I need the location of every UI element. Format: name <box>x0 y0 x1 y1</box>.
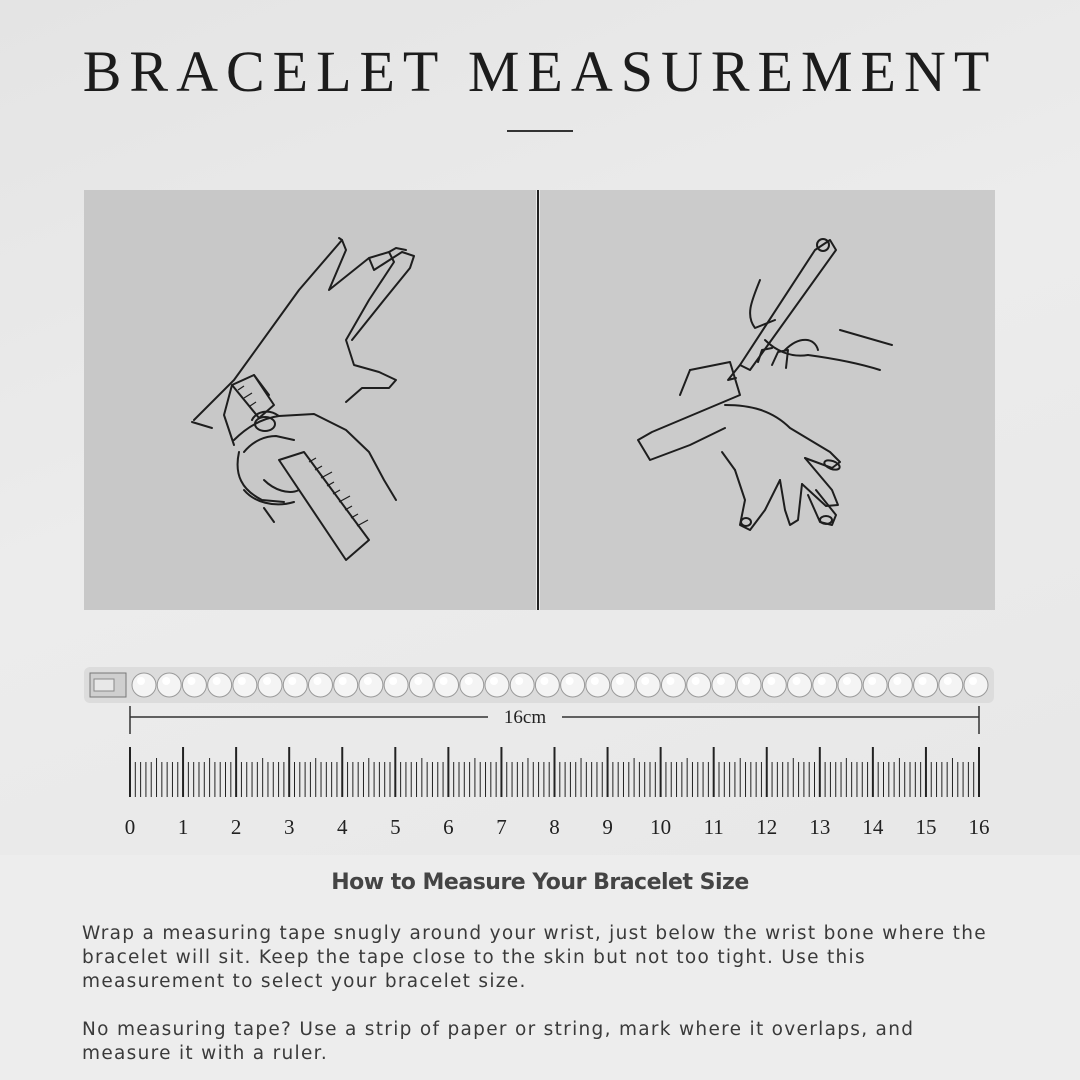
bracelet-stone-highlight <box>288 677 296 685</box>
ruler-label: 1 <box>177 815 189 839</box>
bracelet-stone <box>535 673 559 697</box>
bracelet-stone <box>586 673 610 697</box>
bracelet-stone-highlight <box>793 677 801 685</box>
instructions-paragraph-2: No measuring tape? Use a strip of paper or string, mark where it overlaps, and measure it with a ruler. <box>82 1019 915 1064</box>
bracelet-stone <box>283 673 307 697</box>
bracelet-stone <box>182 673 206 697</box>
bracelet-stone <box>485 673 509 697</box>
bracelet-stone-highlight <box>490 677 498 685</box>
bracelet-stone-highlight <box>137 677 145 685</box>
bracelet-stone-highlight <box>919 677 927 685</box>
ruler-label: 7 <box>496 815 507 839</box>
bracelet-stone <box>838 673 862 697</box>
bracelet-stone <box>435 673 459 697</box>
bracelet-stone-highlight <box>187 677 195 685</box>
bracelet-stone-highlight <box>440 677 448 685</box>
bracelet-stone <box>334 673 358 697</box>
bracelet-stone <box>208 673 232 697</box>
bracelet-stone-highlight <box>641 677 649 685</box>
bracelet-stone-highlight <box>591 677 599 685</box>
ruler-label: 6 <box>443 815 454 839</box>
bracelet-stone-highlight <box>818 677 826 685</box>
page-title: BRACELET MEASUREMENT <box>82 39 998 104</box>
bracelet-stone <box>712 673 736 697</box>
ruler-label: 16 <box>968 815 990 839</box>
bracelet-stone-highlight <box>414 677 422 685</box>
bracelet-stone-highlight <box>868 677 876 685</box>
bracelet-stone-highlight <box>339 677 347 685</box>
ruler-label: 15 <box>915 815 937 839</box>
bracelet-stone <box>233 673 257 697</box>
bracelet-stone <box>359 673 383 697</box>
illustration-paper-strip <box>540 190 995 610</box>
bracelet-stone-highlight <box>389 677 397 685</box>
bracelet-stone <box>636 673 660 697</box>
illustration-measuring-tape <box>84 190 536 610</box>
ruler-label: 13 <box>809 815 831 839</box>
bracelet-stone <box>888 673 912 697</box>
bracelet-stone-highlight <box>566 677 574 685</box>
ruler-label: 11 <box>703 815 724 839</box>
bracelet-stone <box>409 673 433 697</box>
bracelet-stone <box>737 673 761 697</box>
bracelet-stone <box>661 673 685 697</box>
ruler-label: 12 <box>756 815 778 839</box>
bracelet-stone <box>510 673 534 697</box>
bracelet-stone-highlight <box>313 677 321 685</box>
hand-marking-paper-strip-with-pen-icon <box>540 190 995 610</box>
bracelet-stone-highlight <box>213 677 221 685</box>
title-divider <box>507 130 573 132</box>
ruler-scale <box>110 700 1000 845</box>
bracelet-stone <box>687 673 711 697</box>
bracelet-stone <box>813 673 837 697</box>
bracelet-stone <box>762 673 786 697</box>
bracelet-stone <box>258 673 282 697</box>
bracelet-stone-highlight <box>893 677 901 685</box>
ruler-label: 3 <box>283 815 295 839</box>
bracelet-stone-highlight <box>717 677 725 685</box>
ruler-label: 10 <box>650 815 672 839</box>
bracelet-length-label: 16cm <box>503 707 547 728</box>
bracelet-stone-highlight <box>616 677 624 685</box>
bracelet-stone <box>157 673 181 697</box>
bracelet-stone <box>788 673 812 697</box>
ruler <box>110 700 1000 849</box>
bracelet-stone <box>132 673 156 697</box>
bracelet-stone-highlight <box>692 677 700 685</box>
ruler-label: 8 <box>549 815 560 839</box>
bracelet-stone-highlight <box>238 677 246 685</box>
bracelet-stone-highlight <box>162 677 170 685</box>
bracelet-stone <box>914 673 938 697</box>
instructions-paragraph-1: Wrap a measuring tape snugly around your wrist, just below the wrist bone where the bracelet will sit. Keep the tape close to the skin but not too tight. Use this measurement to select your bracelet size. <box>82 923 987 992</box>
bracelet-stone <box>863 673 887 697</box>
bracelet-stone-highlight <box>465 677 473 685</box>
bracelet-stone-highlight <box>843 677 851 685</box>
ruler-label: 9 <box>602 815 613 839</box>
bracelet-stone-highlight <box>540 677 548 685</box>
bracelet-stone-highlight <box>364 677 372 685</box>
bracelet-stone <box>939 673 963 697</box>
bracelet-stone <box>964 673 988 697</box>
bracelet-stone-highlight <box>767 677 775 685</box>
ruler-label: 2 <box>230 815 242 839</box>
bracelet-stone-highlight <box>742 677 750 685</box>
bracelet-stone-highlight <box>263 677 271 685</box>
bracelet-stone <box>561 673 585 697</box>
instructions-heading: How to Measure Your Bracelet Size <box>331 870 749 895</box>
bracelet-stone-highlight <box>666 677 674 685</box>
bracelet-stone <box>308 673 332 697</box>
bracelet-stone-highlight <box>969 677 977 685</box>
panel-divider <box>537 190 539 610</box>
ruler-label: 0 <box>124 815 136 839</box>
ruler-label: 5 <box>390 815 401 839</box>
ruler-label: 4 <box>337 815 348 839</box>
bracelet-stone <box>611 673 635 697</box>
bracelet-stone <box>384 673 408 697</box>
ruler-label: 14 <box>862 815 884 839</box>
bracelet-stone <box>460 673 484 697</box>
bracelet-stone-highlight <box>944 677 952 685</box>
bracelet-stone-highlight <box>515 677 523 685</box>
hand-measuring-wrist-with-tape-icon <box>84 190 536 610</box>
